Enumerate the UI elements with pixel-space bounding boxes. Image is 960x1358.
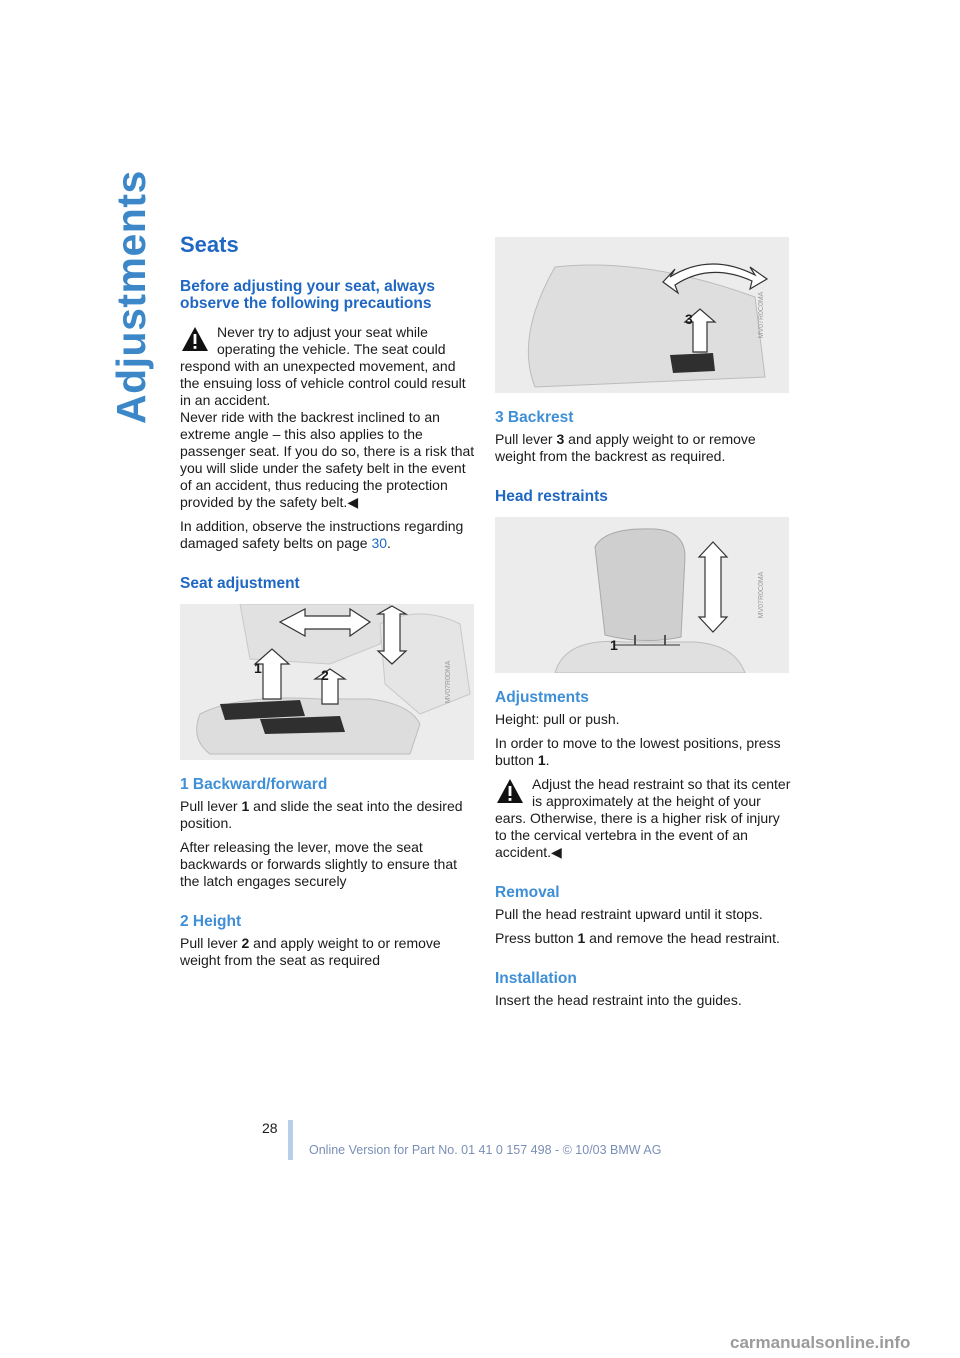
chapter-tab [108,170,168,428]
watermark[interactable]: carmanualsonline.info [730,1333,911,1352]
warning-text: Never try to adjust your seat while operating the vehicle. The seat could respond with an unexpected movement, and the ensuing loss of vehicle control could result in an accident. [180,324,466,408]
installation-heading: Installation [495,970,577,987]
seat-adjustment-heading: Seat adjustment [180,575,300,592]
precautions-heading: Before adjusting your seat, always observe the following precautions [180,278,435,312]
height-heading: 2 Height [180,913,242,930]
head-restraint-figure [495,517,789,673]
figure-label-2: 2 [321,667,329,683]
backward-forward-heading: 1 Backward/forward [180,776,328,793]
right-column [495,237,791,1016]
warning-text-2: Never ride with the backrest inclined to an extreme angle – this also applies to the passenger seat. If you do so, there is a risk that you will slide under the safety belt in the event of an accident, thus reducing the protection provided by the safety belt.◀ [180,409,475,510]
head-restraint-illustration [495,517,789,673]
head-restraints-heading: Head restraints [495,488,608,505]
figure-label-3: 3 [685,311,693,327]
page-number: 28 [262,1120,278,1136]
backrest-figure [495,237,789,393]
figure-code: MV07R0C0MA [758,571,766,619]
figure-code: MV07R0C0MA [758,291,766,339]
figure-label-1: 1 [610,637,618,653]
removal-text: Pull the head restraint upward until it stops. [495,906,763,922]
figure-code: MV07R0DMA [445,660,453,704]
adjustments-text: Height: pull or push. [495,711,620,727]
chapter-tab-label: Adjustments [108,170,154,424]
backrest-heading: 3 Backrest [495,409,574,426]
removal-heading: Removal [495,884,560,901]
adjustments-heading: Adjustments [495,689,589,706]
backrest-illustration [495,237,789,393]
page-title: Seats [180,232,239,257]
left-column [180,224,476,976]
figure-label-1: 1 [254,660,262,676]
adjustments-text-2: In order to move to the lowest positions, press button 1. [495,735,781,768]
warning-block [495,776,791,861]
warning-text: Adjust the head restraint so that its center is approximately at the height of your ears. Otherwise, there is a higher risk of injury to the cervical vertebra in the event of an accident.◀ [495,776,791,860]
warning-block [180,324,476,511]
height-text: Pull lever 2 and apply weight to or remove weight from the seat as required [180,935,441,968]
page-link[interactable]: 30 [371,535,388,551]
backrest-text: Pull lever 3 and apply weight to or remove weight from the backrest as required. [495,431,756,464]
installation-text: Insert the head restraint into the guides. [495,992,742,1008]
footer-text: Online Version for Part No. 01 41 0 157 498 - © 10/03 BMW AG [309,1143,662,1157]
safety-belt-note: In addition, observe the instructions regarding damaged safety belts on page 30. [180,518,464,551]
footer-bar [288,1120,293,1160]
removal-text-2: Press button 1 and remove the head restraint. [495,930,780,946]
backward-forward-text-2: After releasing the lever, move the seat backwards or forwards slightly to ensure that the latch engages securely [180,839,458,889]
seat-adjustment-figure [180,604,474,760]
backward-forward-text: Pull lever 1 and slide the seat into the desired position. [180,798,463,831]
warning-icon [181,326,209,352]
warning-icon [496,778,524,804]
